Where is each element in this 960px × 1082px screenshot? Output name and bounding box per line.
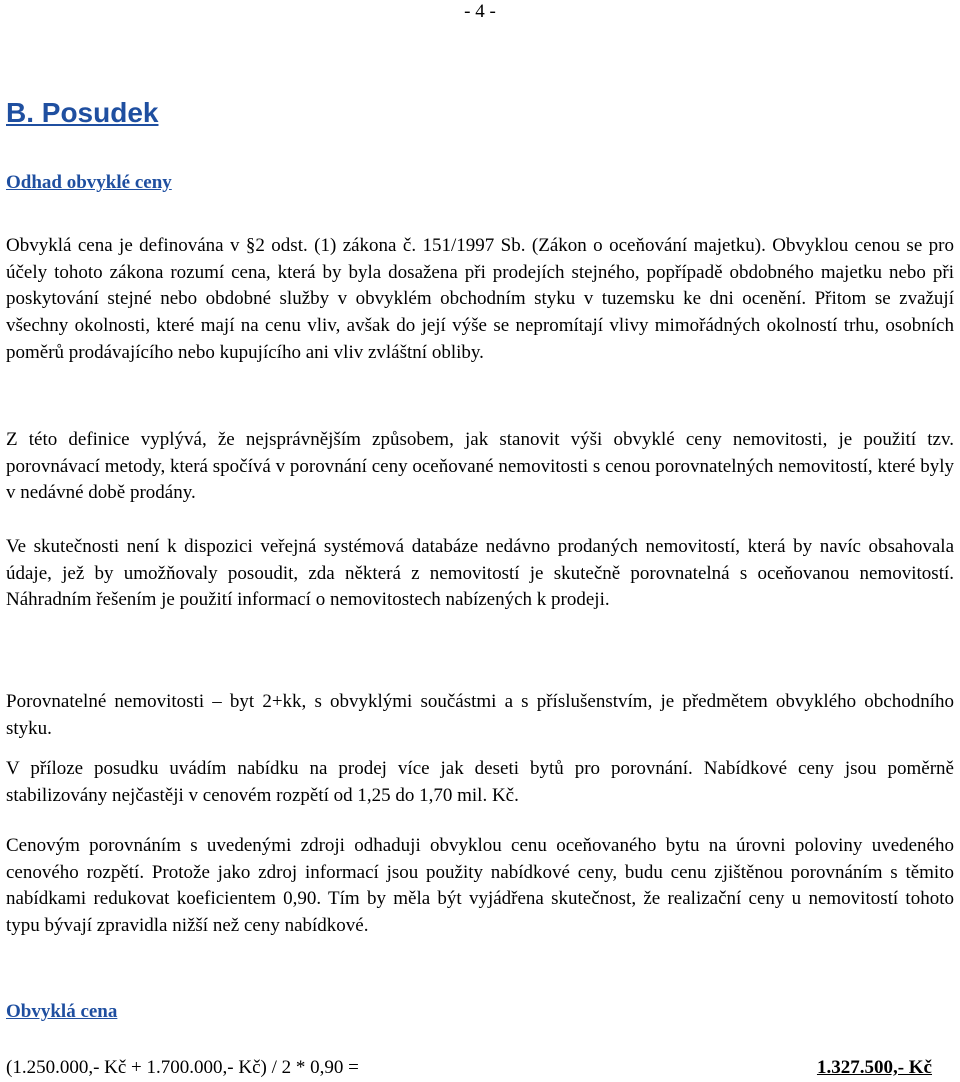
page-number: - 4 -: [464, 1, 496, 22]
calculation-result: 1.327.500,- Kč: [816, 1057, 932, 1078]
paragraph-estimate: Cenovým porovnáním s uvedenými zdroji odhaduji obvyklou cenu oceňovaného bytu na úrovni poloviny uvedeného cenového rozpětí. Protože jako zdroj informací jsou použity nabídkové ceny, budu cenu zjištěnou porovnáním s těmito nabídkami redukovat koeficientem 0,90. Tím by měla být vyjádřena skutečnost, že realizační ceny u nemovitostí tohoto typu bývají zpravidla nižší než ceny nabídkové.: [6, 835, 954, 937]
price-calculation: [6, 1055, 954, 1081]
subheading-odhad: Odhad obvyklé ceny: [6, 172, 172, 193]
paragraph-database: Ve skutečnosti není k dispozici veřejná systémová databáze nedávno prodaných nemovitostí, která by navíc obsahovala údaje, jež by umožňovaly posoudit, zda některá z nemovitostí je skutečně porovnatelná s oceňovanou nemovitostí. Náhradním řešením je použití informací o nemovitostech nabízených k prodeji.: [6, 536, 954, 611]
paragraph-comparable: Porovnatelné nemovitosti – byt 2+kk, s obvyklými součástmi a s příslušenstvím, je předmětem obvyklého obchodního styku.: [6, 691, 954, 739]
paragraph-offers: V příloze posudku uvádím nabídku na prodej více jak deseti bytů pro porovnání. Nabídkové ceny jsou poměrně stabilizovány nejčastěji v cenovém rozpětí od 1,25 do 1,70 mil. Kč.: [6, 758, 954, 806]
section-title: B. Posudek: [6, 97, 159, 128]
paragraph-method: Z této definice vyplývá, že nejsprávnějším způsobem, jak stanovit výši obvyklé ceny nemovitosti, je použití tzv. porovnávací metody, která spočívá v porovnání ceny oceňované nemovitosti s cenou porovnatelných nemovitostí, které byly v nedávné době prodány.: [6, 429, 954, 504]
paragraph-definition: Obvyklá cena je definována v §2 odst. (1) zákona č. 151/1997 Sb. (Zákon o oceňování majetku). Obvyklou cenou se pro účely tohoto zákona rozumí cena, která by byla dosažena při prodejích stejného, popřípadě obdobného majetku nebo při poskytování stejné nebo obdobné služby v obvyklém obchodním styku v tuzemsku ke dni ocenění. Přitom se zvažují všechny okolnosti, které mají na cenu vliv, avšak do její výše se nepromítají vlivy mimořádných okolností trhu, osobních poměrů prodávajícího nebo kupujícího ani vliv zvláštní obliby.: [6, 235, 954, 363]
subheading-obvykla-cena: Obvyklá cena: [6, 1001, 118, 1022]
calculation-expression: (1.250.000,- Kč + 1.700.000,- Kč) / 2 * 0,90 =: [6, 1057, 359, 1078]
